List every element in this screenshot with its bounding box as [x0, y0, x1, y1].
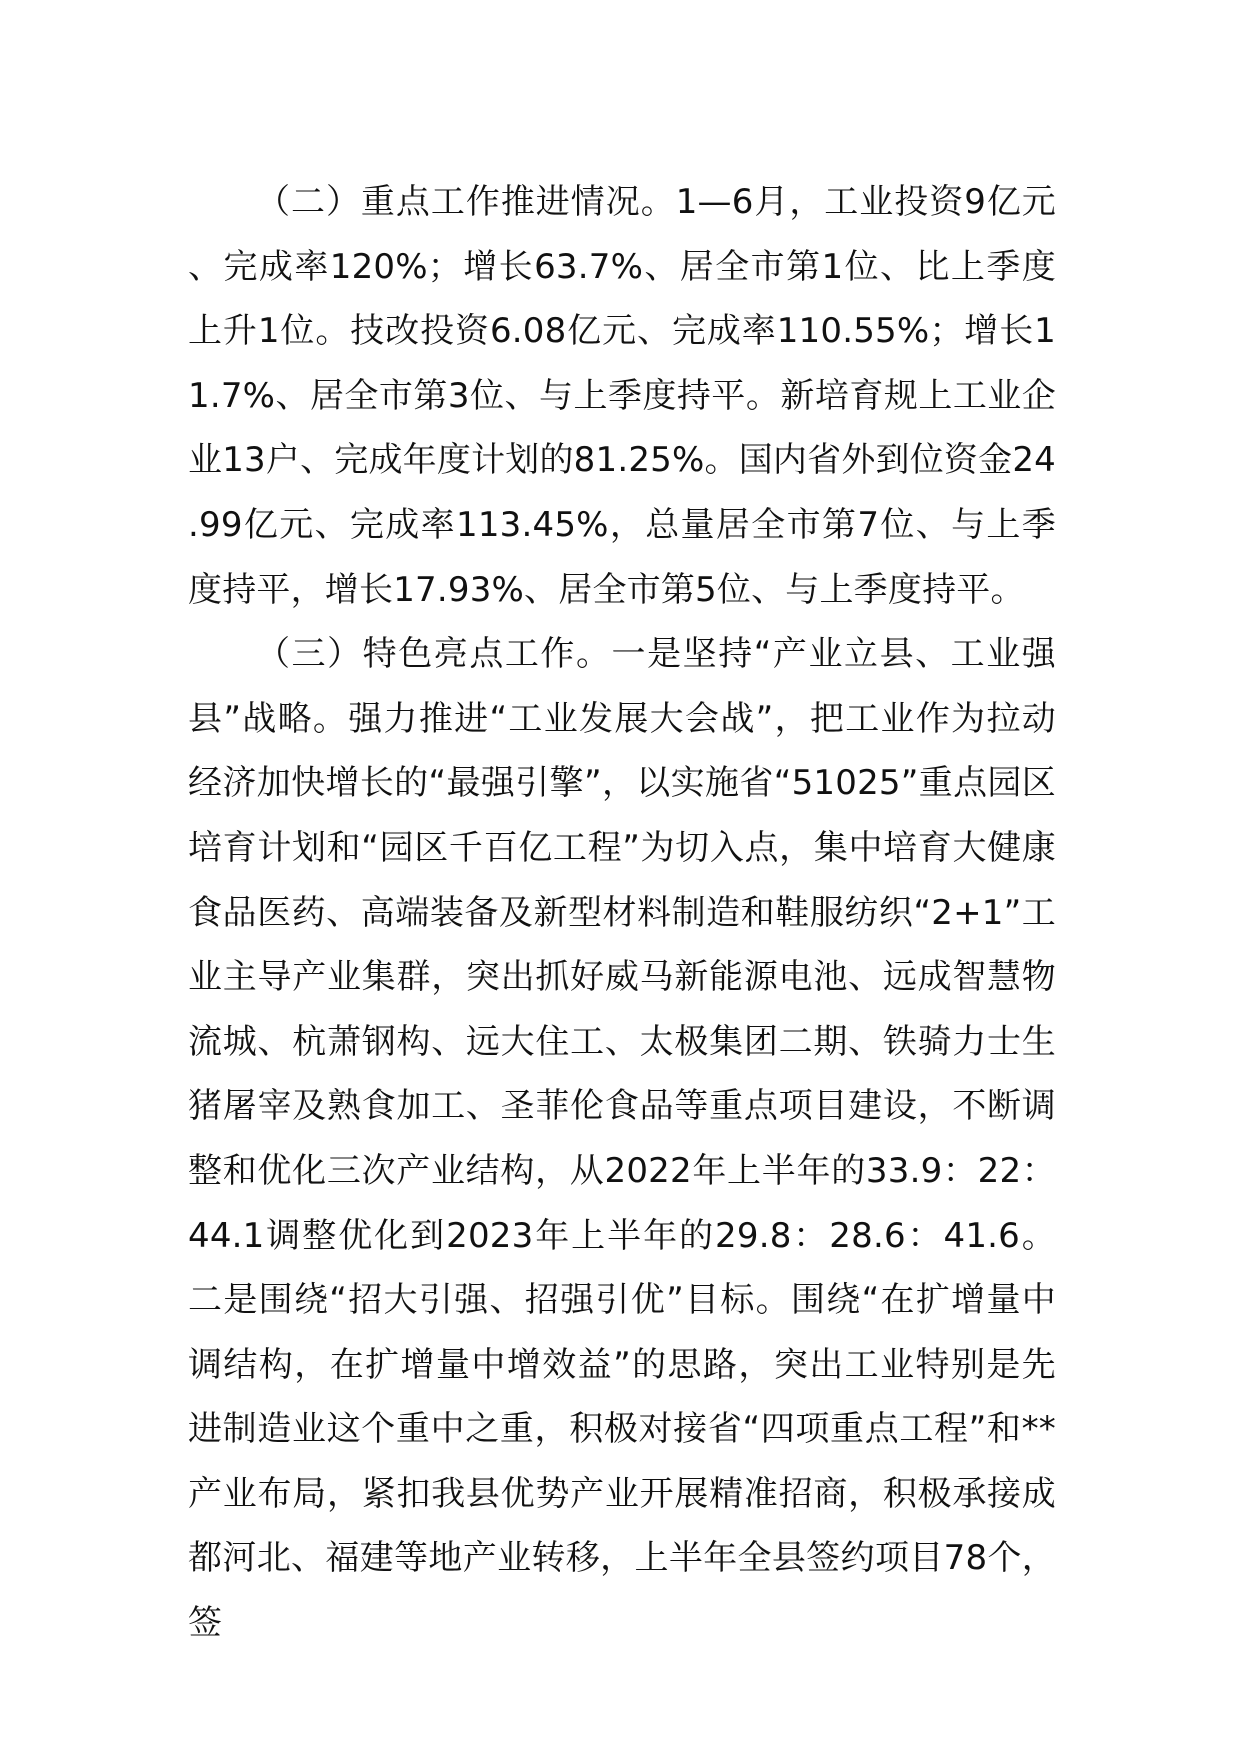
paragraph-highlight-work: （三）特色亮点工作。一是坚持“产业立县、工业强县”战略。强力推进“工业发展大会战”，把工业作为拉动经济加快增长的“最强引擎”，以实施省“51025”重点园区培育计划和“园区千百亿工程”为切入点，集中培育大健康食品医药、高端装备及新型材料制造和鞋服纺织“2+1”工业主导产业集群，突出抓好威马新能源电池、远成智慧物流城、杭萧钢构、远大住工、太极集团二期、铁骑力士生猪屠宰及熟食加工、圣菲伦食品等重点项目建设，不断调整和优化三次产业结构，从2022年上半年的33.9：22：44.1调整优化到2023年上半年的29.8：28.6：41.6。二是围绕“招大引强、招强引优”目标。围绕“在扩增量中调结构，在扩增量中增效益”的思路，突出工业特别是先进制造业这个重中之重，积极对接省“四项重点工程”和**产业布局，紧扣我县优势产业开展精准招商，积极承接成都河北、福建等地产业转移，上半年全县签约项目78个，签 — [188, 634, 1056, 1644]
paragraph-key-work-progress: （二）重点工作推进情况。1—6月，工业投资9亿元、完成率120%；增长63.7%、居全市第1位、比上季度上升1位。技改投资6.08亿元、完成率110.55%；增长11.7%、居全市第3位、与上季度持平。新培育规上工业企业13户、完成年度计划的81.25%。国内省外到位资金24.99亿元、完成率113.45%，总量居全市第7位、与上季度持平，增长17.93%、居全市第5位、与上季度持平。 — [188, 182, 1056, 610]
document-body — [188, 170, 1056, 1656]
